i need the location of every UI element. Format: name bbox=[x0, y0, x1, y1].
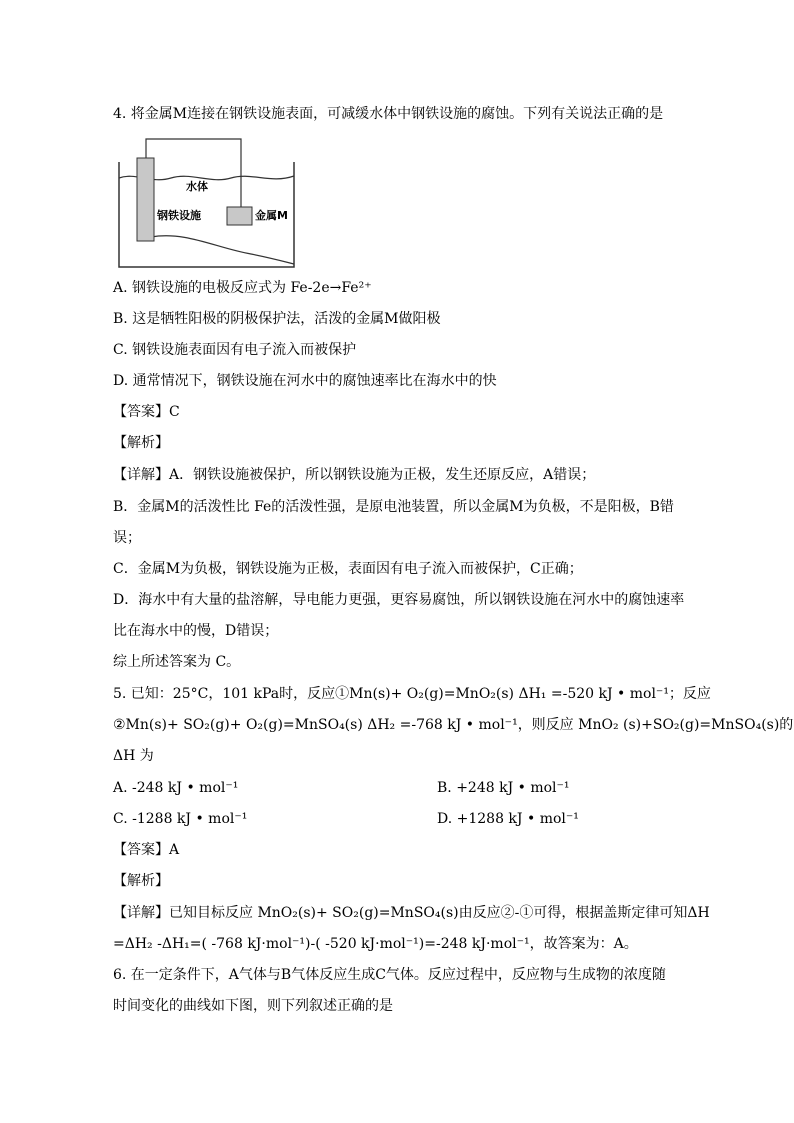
q4-detail-b-line1: B．金属M的活泼性比 Fe的活泼性强，是原电池装置，所以金属M为负极，不是阳极，B错 bbox=[113, 499, 674, 515]
water-label: 水体 bbox=[186, 180, 208, 193]
q5-detail-line1: 【详解】已知目标反应 MnO₂(s)+ SO₂(g)=MnSO₄(s)由反应②-①可得，根据盖斯定律可知ΔH bbox=[113, 905, 710, 921]
q4-option-c: C. 钢铁设施表面因有电子流入而被保护 bbox=[113, 342, 357, 358]
q6-stem-line2: 时间变化的曲线如下图，则下列叙述正确的是 bbox=[113, 998, 393, 1014]
q5-stem-line2: ②Mn(s)+ SO₂(g)+ O₂(g)=MnSO₄(s) ΔH₂ =-768 kJ • mol⁻¹，则反应 MnO₂ (s)+SO₂(g)=MnSO₄(s)的 bbox=[113, 717, 794, 733]
q4-detail-d-line1: D．海水中有大量的盐溶解，导电能力更强，更容易腐蚀，所以钢铁设施在河水中的腐蚀速率 bbox=[113, 592, 685, 608]
q4-conclusion: 综上所述答案为 C。 bbox=[113, 654, 241, 670]
q5-option-b: B. +248 kJ • mol⁻¹ bbox=[437, 780, 570, 796]
q4-detail-d-line2: 比在海水中的慢，D错误； bbox=[113, 623, 279, 639]
steel-label: 钢铁设施 bbox=[157, 209, 201, 222]
q5-answer: 【答案】A bbox=[113, 842, 180, 858]
q4-option-a: A. 钢铁设施的电极反应式为 Fe-2e→Fe²⁺ bbox=[113, 280, 372, 296]
q4-answer: 【答案】C bbox=[113, 404, 180, 420]
q5-analysis-heading: 【解析】 bbox=[113, 873, 169, 889]
q5-option-c: C. -1288 kJ • mol⁻¹ bbox=[113, 811, 248, 827]
q4-diagram bbox=[116, 136, 301, 270]
q4-detail-a: 【详解】A．钢铁设施被保护，所以钢铁设施为正极，发生还原反应，A错误； bbox=[113, 467, 596, 483]
q5-option-d: D. +1288 kJ • mol⁻¹ bbox=[437, 811, 579, 827]
q4-option-b: B. 这是牺牲阳极的阴极保护法，活泼的金属M做阳极 bbox=[113, 311, 441, 327]
q5-detail-line2: =ΔH₂ -ΔH₁=( -768 kJ·mol⁻¹)-( -520 kJ·mol⁻¹)=-248 kJ·mol⁻¹，故答案为：A。 bbox=[113, 936, 638, 952]
q4-detail-b-line2: 误； bbox=[113, 530, 141, 546]
q4-analysis-heading: 【解析】 bbox=[113, 435, 169, 451]
q6-stem-line1: 6. 在一定条件下，A气体与B气体反应生成C气体。反应过程中，反应物与生成物的浓度随 bbox=[113, 967, 666, 983]
q5-stem-line3: ΔH 为 bbox=[113, 748, 154, 764]
q4-detail-c: C．金属M为负极，钢铁设施为正极，表面因有电子流入而被保护，C正确； bbox=[113, 561, 583, 577]
q5-option-a: A. -248 kJ • mol⁻¹ bbox=[113, 780, 239, 796]
q4-stem: 4. 将金属M连接在钢铁设施表面，可减缓水体中钢铁设施的腐蚀。下列有关说法正确的是 bbox=[113, 106, 664, 122]
metal-label: 金属M bbox=[255, 209, 288, 222]
corrosion-protection-diagram bbox=[116, 136, 301, 270]
q5-stem-line1: 5. 已知：25°C，101 kPa时，反应①Mn(s)+ O₂(g)=MnO₂(s) ΔH₁ =-520 kJ • mol⁻¹；反应 bbox=[113, 686, 711, 702]
q4-option-d: D. 通常情况下，钢铁设施在河水中的腐蚀速率比在海水中的快 bbox=[113, 373, 497, 389]
